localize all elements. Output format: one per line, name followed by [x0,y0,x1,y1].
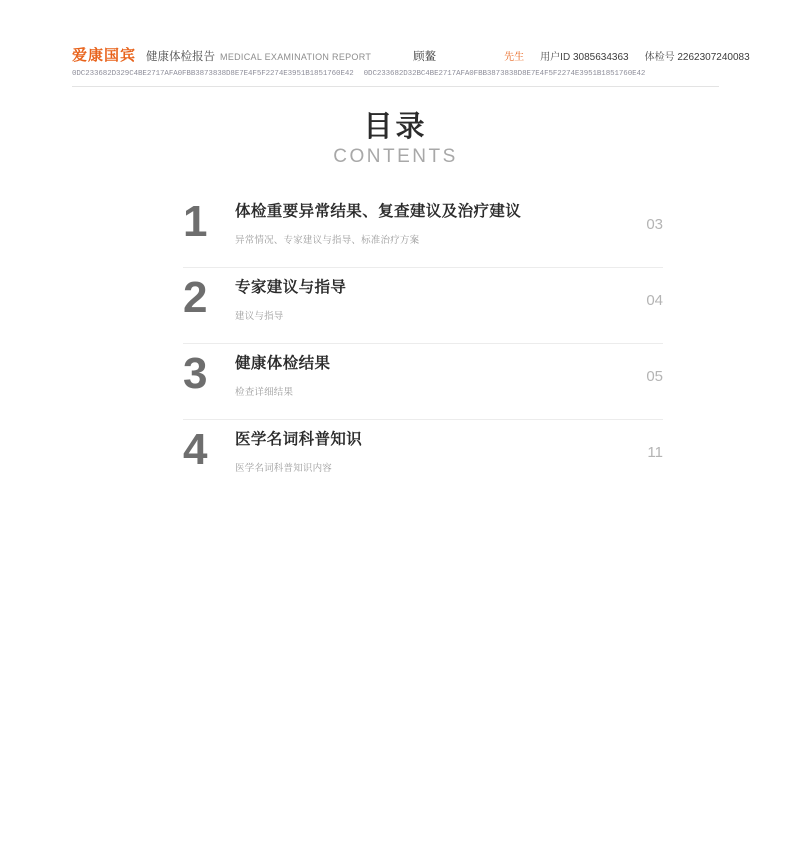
page-title: 目录 [363,111,428,143]
user-id-value: 3085634363 [572,52,629,63]
toc-item-page-number: 05 [646,368,663,385]
exam-no-label: 体检号 [644,52,675,63]
toc-item-number: 3 [183,349,208,398]
exam-no-field [645,48,750,63]
toc-item-number: 2 [183,273,208,322]
customer-name: 顾鳌 [413,51,437,63]
header-divider [72,86,719,87]
toc-item-description: 医学名词科普知识内容 [235,462,333,474]
toc-item-text [235,192,623,246]
toc-item-description: 建议与指导 [235,310,284,322]
toc-list [183,192,663,495]
toc-item-number: 4 [183,425,208,474]
exam-no-value: 2262307240083 [677,52,750,63]
list-item[interactable] [183,344,663,420]
toc-item-page-number: 04 [646,292,663,309]
list-item[interactable] [183,192,663,268]
barcode-hash-right: 0DC233682D32BC4BE2717AFA0FBB3873838D8E7E4F5F2274E3951B1851760E42 [363,70,646,78]
toc-item-text [235,420,623,474]
list-item[interactable] [183,268,663,344]
report-title-en: MEDICAL EXAMINATION REPORT [220,52,372,62]
toc-item-heading: 体检重要异常结果、复查建议及治疗建议 [235,203,522,220]
list-item[interactable] [183,420,663,495]
toc-item-heading: 专家建议与指导 [235,279,347,296]
toc-item-number: 1 [183,197,208,246]
toc-item-heading: 健康体检结果 [235,355,331,372]
header-info-row [0,44,791,65]
toc-item-page-number: 03 [646,216,663,233]
brand-logo-text: 爱康国宾 [72,47,137,64]
user-id-field [540,48,628,63]
toc-item-page-number: 11 [647,444,663,461]
customer-title: 先生 [504,52,525,63]
toc-item-text [235,268,623,322]
toc-item-heading: 医学名词科普知识 [235,431,363,448]
toc-item-text [235,344,623,398]
page-subtitle: CONTENTS [333,146,458,167]
user-id-label: 用户ID [540,52,571,63]
report-header [0,0,791,78]
barcode-row [0,65,791,78]
barcode-hash-left: 0DC233682D329C4BE2717AFA0FBB3873838D8E7E4F5F2274E3951B1851760E42 [72,70,354,78]
report-title-cn: 健康体检报告 [146,51,216,63]
toc-item-description: 检查详细结果 [235,386,294,398]
toc-item-description: 异常情况、专家建议与指导、标准治疗方案 [235,234,420,246]
